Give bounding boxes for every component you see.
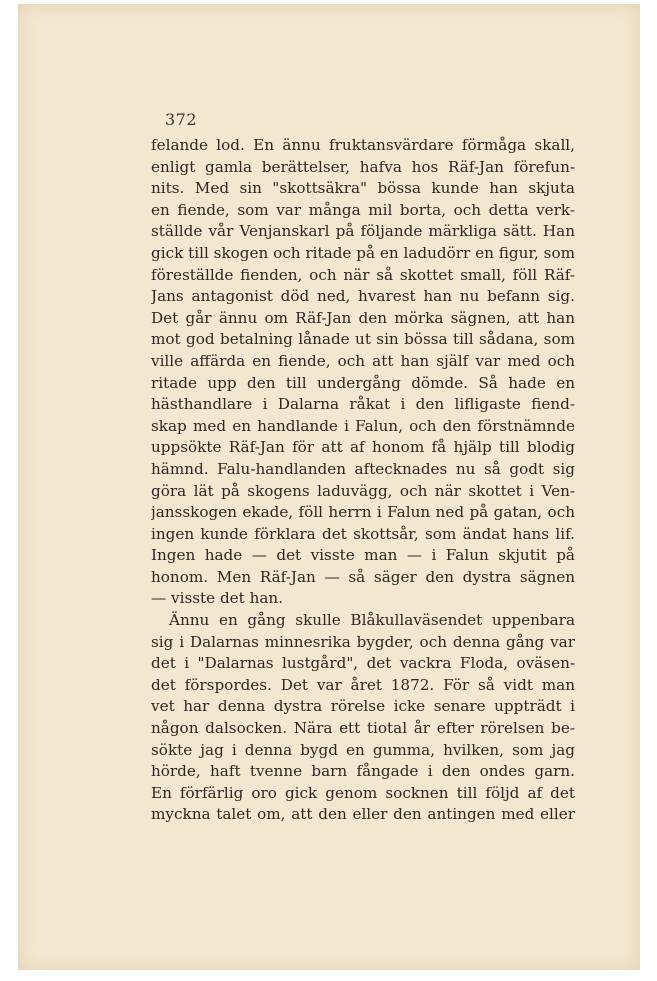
paragraph-1 [151,135,575,610]
text-line: det i "Dalarnas lustgård", det vackra Floda, oväsen- [151,654,575,673]
book-page [18,4,640,970]
text-line: myckna talet om, att den eller den antingen med eller [151,805,575,824]
text-line: vet har denna dystra rörelse icke senare uppträdt i [151,697,575,716]
text-line: enligt gamla berättelser, hafva hos Räf-Jan förefun- [151,157,575,176]
text-line: gick till skogen och ritade på en ladudörr en figur, som [151,243,575,262]
text-line: hämnd. Falu-handlanden aftecknades nu så godt sig [151,459,575,478]
text-line: hästhandlare i Dalarna råkat i den lifligaste fiend- [151,395,575,414]
text-line: En förfärlig oro gick genom socknen till följd af det [151,783,575,802]
text-line: ställde vår Venjanskarl på följande märkliga sätt. Han [151,222,575,241]
text-line: — visste det han. [151,589,284,608]
text-line: hörde, haft tvenne barn fångade i den ondes garn. [151,762,575,781]
text-line: Jans antagonist död ned, hvarest han nu befann sig. [151,287,575,306]
text-line: Ingen hade — det visste man — i Falun skjutit på [151,546,575,565]
text-line: uppsökte Räf-Jan för att af honom få hjälp till blodig [151,438,575,457]
text-line: det förspordes. Det var året 1872. För så vidt man [151,675,575,694]
text-line: skap med en handlande i Falun, och den förstnämnde [151,416,575,435]
text-line: göra lät på skogens laduvägg, och när skottet i Ven- [151,481,575,500]
text-line: någon dalsocken. Nära ett tiotal år efter rörelsen be- [151,719,575,738]
text-line: felande lod. En ännu fruktansvärdare förmåga skall, [151,136,575,154]
text-line: sökte jag i denna bygd en gumma, hvilken, som jag [151,740,575,759]
text-line: ritade upp den till undergång dömde. Så hade en [151,373,575,392]
text-line: honom. Men Räf-Jan — så säger den dystra sägnen [151,567,575,586]
text-line: föreställde fienden, och när så skottet small, föll Räf- [151,265,575,284]
text-line: Ännu en gång skulle Blåkullaväsendet uppenbara [169,611,575,630]
paragraph-2 [151,610,575,826]
text-line: ingen kunde förklara det skottsår, som ändat hans lif. [151,524,575,543]
page-number: 372 [165,110,198,129]
text-line: sig i Dalarnas minnesrika bygder, och denna gång var [151,632,575,651]
text-line: Det går ännu om Räf-Jan den mörka sägnen, att han [151,308,575,327]
text-line: mot god betalning lånade ut sin bössa till sådana, som [151,330,575,349]
text-line: nits. Med sin "skottsäkra" bössa kunde han skjuta [151,179,575,198]
text-line: en fiende, som var många mil borta, och detta verk- [151,200,575,219]
text-line: jansskogen ekade, föll herrn i Falun ned på gatan, och [151,503,575,522]
page-body [151,135,575,826]
text-line: ville affärda en fiende, och att han själf var med och [151,351,575,370]
